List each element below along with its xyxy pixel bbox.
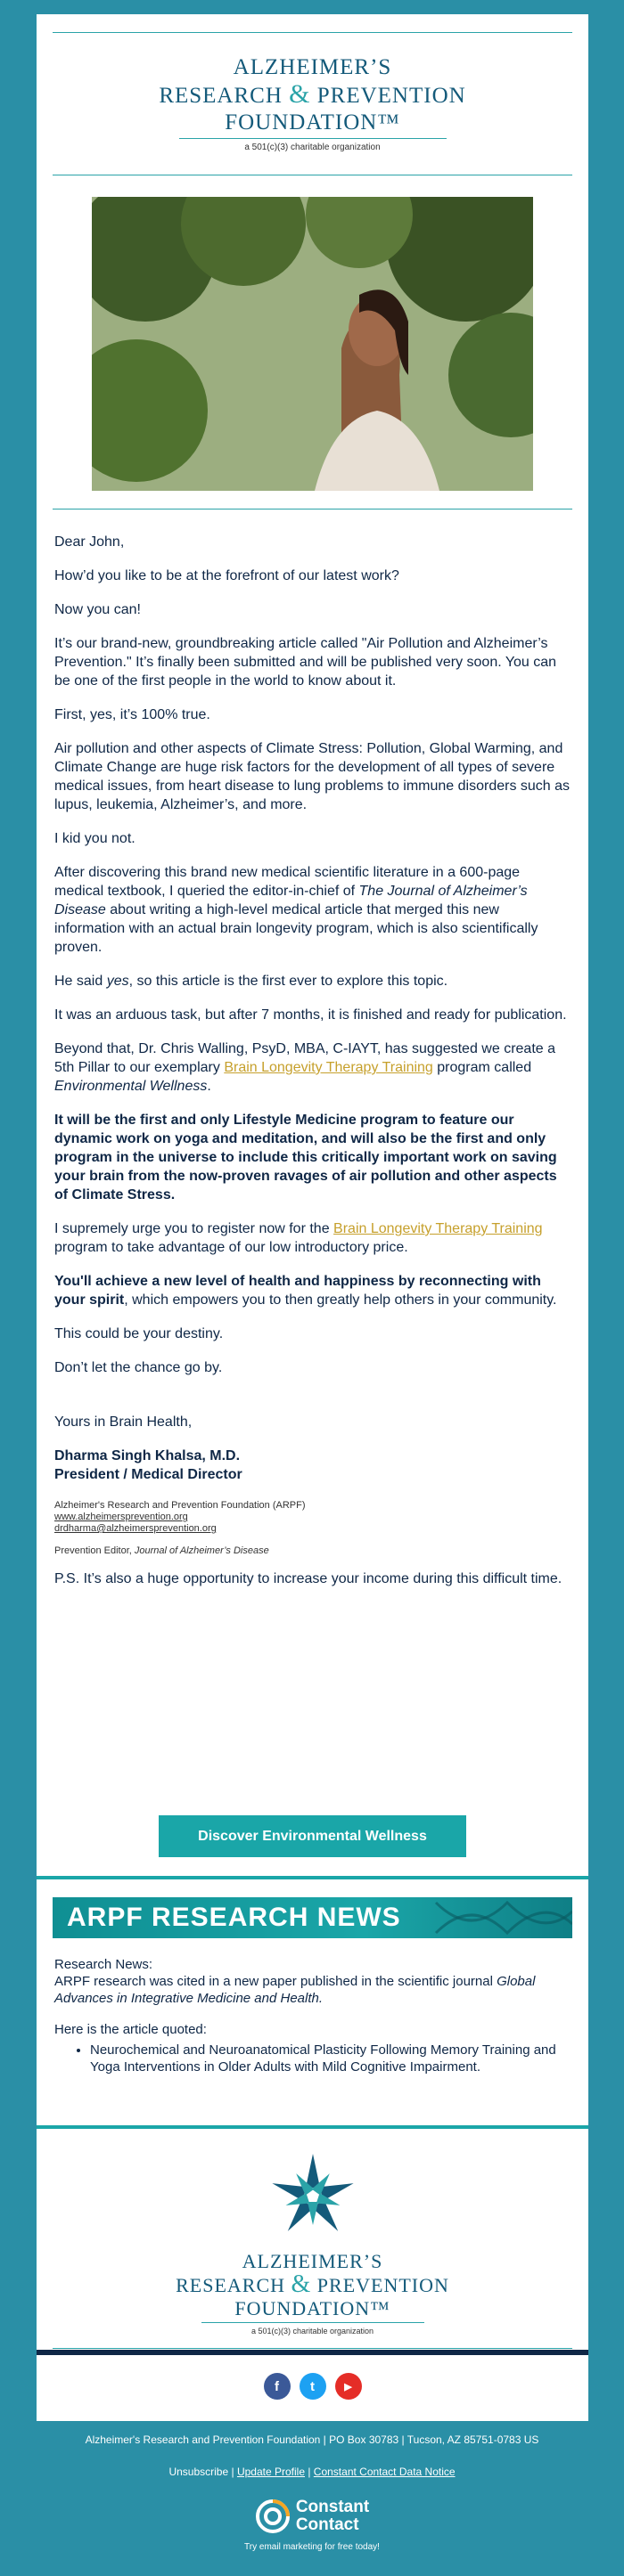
editor-line: Prevention Editor, Journal of Alzheimer’s Disease — [54, 1545, 269, 1556]
greeting: Dear John, — [54, 534, 125, 550]
logo-tagline: a 501(c)(3) charitable organization — [250, 2327, 374, 2336]
research-news — [54, 1956, 571, 2075]
facebook-icon[interactable]: f — [264, 2373, 291, 2400]
signature-title: President / Medical Director — [54, 1467, 242, 1482]
logo-line3: FOUNDATION™ — [225, 110, 400, 135]
paragraph-bold: It will be the first and only Lifestyle Medicine program to feature our dynamic work on yoga and meditation, and will also be the first and only program in the universe to include this critically important work on saving your brain from the now-proven ravages of air pollution and other aspects of Climate Stress. — [54, 1113, 557, 1202]
logo-line1: ALZHEIMER’S — [233, 55, 392, 79]
constant-contact-icon — [255, 2499, 291, 2534]
brain-longevity-link-2[interactable]: Brain Longevity Therapy Training — [333, 1221, 543, 1236]
paragraph: After discovering this brand new medical scientific literature in a 600-page medical textbook, I queried the editor-in-chief of The Journal of Alzheimer’s Disease about writing a high-level medical article that merged this new information with an actual brain longevity program, which is also scientifically proven. — [54, 865, 538, 955]
hero-image — [92, 197, 533, 491]
paragraph: Beyond that, Dr. Chris Walling, PsyD, MBA, C-IAYT, has suggested we create a 5th Pillar to our exemplary Brain Longevity Therapy Training program called Environmental Wellness. — [54, 1041, 556, 1094]
paragraph: It was an arduous task, but after 7 months, it is finished and ready for publication. — [54, 1007, 567, 1023]
brain-longevity-link[interactable]: Brain Longevity Therapy Training — [224, 1060, 433, 1075]
logo-line2: RESEARCH & PREVENTION — [159, 79, 466, 109]
postscript: P.S. It’s also a huge opportunity to increase your income during this difficult time. — [54, 1571, 562, 1586]
email-link[interactable]: drdharma@alzheimersprevention.org — [54, 1523, 217, 1534]
logo-line1: ALZHEIMER’S — [242, 2250, 383, 2272]
paragraph: I kid you not. — [54, 831, 135, 846]
paragraph: I supremely urge you to register now for the Brain Longevity Therapy Training program to take advantage of our low introductory price. — [54, 1221, 543, 1255]
paragraph: Don’t let the chance go by. — [54, 1360, 223, 1375]
section-divider — [37, 1876, 588, 1879]
paragraph: You'll achieve a new level of health and happiness by reconnecting with your spirit, which empowers you to then greatly help others in your community. — [54, 1274, 557, 1308]
research-news-banner — [53, 1897, 572, 1938]
paragraph: Now you can! — [54, 602, 141, 617]
website-link[interactable]: www.alzheimersprevention.org — [54, 1512, 188, 1522]
section-divider — [37, 2125, 588, 2129]
paragraph: Air pollution and other aspects of Climate Stress: Pollution, Global Warming, and Climate Change are huge risk factors for the development of all types of severe medical issues, from heart disease to lung problems to immune disorders such as lupus, leukemia, Alzheimer’s, and more. — [54, 741, 571, 812]
dna-icon — [53, 1897, 572, 1938]
quoted-intro: Here is the article quoted: — [54, 2022, 207, 2037]
footer-links: Unsubscribe | Update Profile | Constant Contact Data Notice — [168, 2466, 456, 2478]
closing: Yours in Brain Health, — [54, 1414, 193, 1430]
foundation-logo-bottom: ALZHEIMER’S RESEARCH & PREVENTION FOUNDATION™ a 501(c)(3) charitable organization — [37, 2148, 588, 2336]
footer — [0, 2433, 624, 2478]
article-list — [54, 2042, 571, 2075]
paragraph: He said yes, so this article is the first ever to explore this topic. — [54, 974, 448, 989]
constant-contact-logo[interactable] — [0, 2499, 624, 2552]
signature-name: Dharma Singh Khalsa, M.D. — [54, 1448, 241, 1463]
unsubscribe-link[interactable]: Unsubscribe — [168, 2466, 229, 2478]
paragraph: First, yes, it’s 100% true. — [54, 707, 210, 722]
update-profile-link[interactable]: Update Profile — [236, 2466, 305, 2478]
discover-environmental-wellness-button[interactable]: Discover Environmental Wellness — [159, 1815, 466, 1857]
news-text: ARPF research was cited in a new paper published in the scientific journal Global Advances in Integrative Medicine and Health. — [54, 1974, 536, 2006]
letter-body — [54, 533, 571, 1603]
data-notice-link[interactable]: Constant Contact Data Notice — [313, 2466, 456, 2478]
footer-divider — [53, 2348, 572, 2349]
dark-divider — [37, 2350, 588, 2355]
paragraph: This could be your destiny. — [54, 1326, 224, 1341]
email-card — [37, 14, 588, 2421]
twitter-icon[interactable]: t — [300, 2373, 326, 2400]
logo-tagline: a 501(c)(3) charitable organization — [244, 143, 381, 152]
social-links — [37, 2373, 588, 2400]
paragraph: How’d you like to be at the forefront of our latest work? — [54, 568, 399, 583]
footer-address: Alzheimer's Research and Prevention Foundation | PO Box 30783 | Tucson, AZ 85751-0783 US — [85, 2433, 539, 2446]
top-divider — [53, 32, 572, 33]
cc-line1: Constant — [295, 2498, 370, 2516]
logo-line3: FOUNDATION™ — [234, 2297, 390, 2319]
foundation-emblem-icon — [259, 2148, 366, 2246]
org-name: Alzheimer's Research and Prevention Foundation (ARPF) — [54, 1500, 306, 1511]
foundation-logo — [37, 54, 588, 152]
youtube-icon[interactable]: ▶ — [335, 2373, 362, 2400]
paragraph: It’s our brand-new, groundbreaking article called "Air Pollution and Alzheimer’s Prevention." It’s finally been submitted and will be published very soon. You can be one of the first people in the world to know about it. — [54, 636, 557, 689]
banner-title: ARPF RESEARCH NEWS — [67, 1903, 401, 1932]
cc-line2: Contact — [295, 2515, 359, 2534]
list-item: • Neurochemical and Neuroanatomical Plasticity Following Memory Training and Yoga Interventions in Older Adults with Mild Cognitive Impairment. — [90, 2042, 571, 2075]
news-heading: Research News: — [54, 1957, 153, 1972]
cc-tagline: Try email marketing for free today! — [244, 2542, 380, 2552]
